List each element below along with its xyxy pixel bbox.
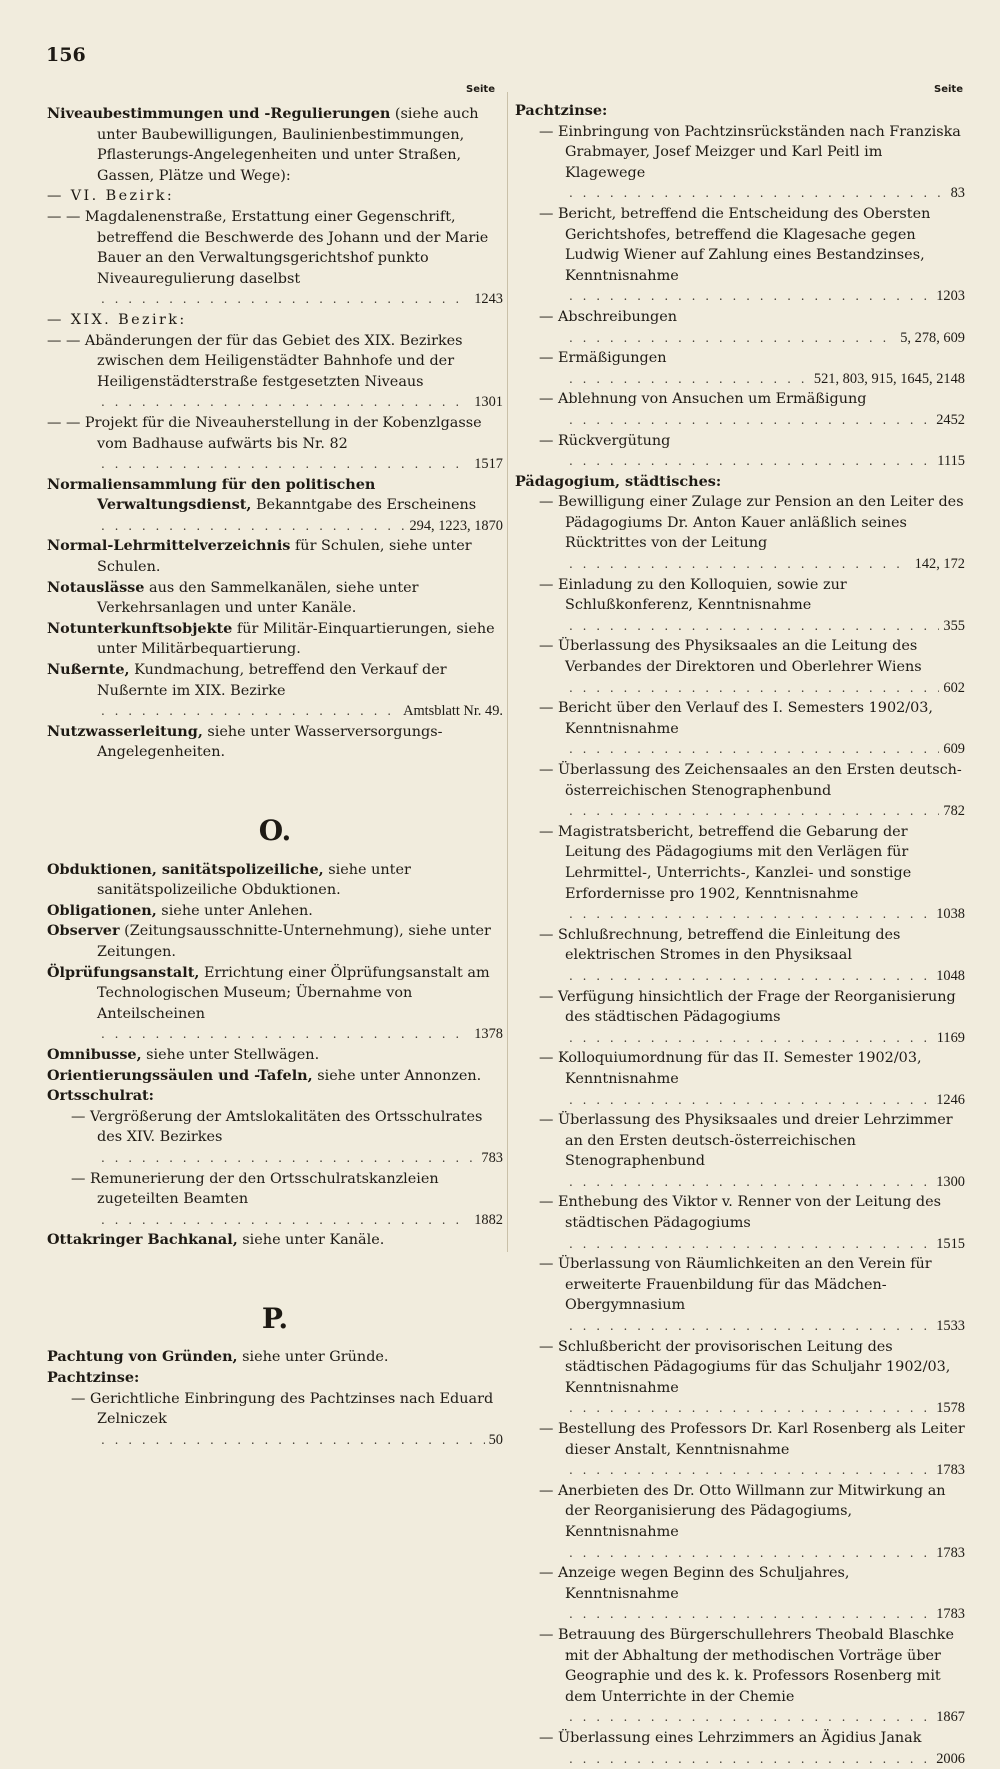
index-subentry [515, 822, 965, 925]
leader-dots [569, 1604, 932, 1625]
page-reference: 2006 [936, 1749, 965, 1769]
index-entry [47, 963, 503, 1045]
leader-dots [569, 678, 939, 699]
page-reference-line [565, 410, 965, 431]
index-subentry [47, 331, 503, 413]
entry-text: — Schlußrechnung, betreffend die Einleitung des elektrischen Stromes in den Physiksaal [539, 927, 900, 964]
page-reference-line [565, 328, 965, 349]
column-divider [507, 92, 508, 1252]
column-label-right: Seite [934, 84, 963, 95]
page-reference-line [565, 739, 965, 760]
page-reference-line [565, 1172, 965, 1193]
leader-dots [569, 966, 932, 987]
index-subentry [515, 1337, 965, 1419]
page-reference: 294, 1223, 1870 [409, 516, 503, 537]
page-reference-line [565, 801, 965, 822]
entry-text: Errichtung einer Ölprüfungsanstalt am Technologischen Museum; Übernahme von Anteilscheinen [97, 965, 490, 1022]
index-entry [47, 1045, 503, 1066]
page-reference: 50 [489, 1430, 503, 1451]
page-reference-line [565, 286, 965, 307]
page-reference-line [97, 1210, 503, 1231]
index-subentry [515, 389, 965, 430]
page-reference-line [565, 1460, 965, 1481]
entry-text: — Einbringung von Pachtzinsrückständen nach Franziska Grabmayer, Josef Meizger und Karl Peitl im Klagewege [539, 124, 961, 181]
page-reference-line [565, 1090, 965, 1111]
page-reference: 521, 803, 915, 1645, 2148 [814, 369, 965, 390]
index-subentry [515, 698, 965, 760]
page-reference: 1515 [936, 1234, 965, 1255]
entry-text: — Schlußbericht der provisorischen Leitung des städtischen Pädagogiums für das Schuljahr 1902/03, Kenntnisnahme [539, 1339, 950, 1396]
entry-heading: Observer [47, 922, 120, 939]
entry-heading: Pädagogium, städtisches: [515, 473, 721, 490]
page-reference: 1378 [474, 1024, 503, 1045]
leader-dots [569, 1316, 932, 1337]
page-reference: 1882 [474, 1210, 503, 1231]
section-letter-p: P. [47, 1309, 503, 1330]
index-subentry [47, 1169, 503, 1231]
entry-text: — Überlassung von Räumlichkeiten an den Verein für erweiterte Frauenbildung für das Mädchen-Obergymnasium [539, 1256, 932, 1313]
leader-dots [101, 701, 399, 722]
page-reference: 609 [943, 739, 965, 760]
entry-text: siehe unter Stellwägen. [142, 1047, 320, 1063]
page-reference: 1169 [937, 1028, 965, 1049]
index-entry [47, 475, 503, 537]
page-reference: Amtsblatt Nr. 49. [403, 701, 503, 722]
index-subentry [515, 1728, 965, 1769]
entry-heading: Ottakringer Bachkanal, [47, 1231, 238, 1248]
page-reference: 1203 [936, 286, 965, 307]
page-number: 156 [46, 44, 86, 66]
leader-dots [569, 1090, 932, 1111]
index-subentry [515, 1048, 965, 1110]
leader-dots [569, 410, 932, 431]
page-reference-line [565, 1028, 965, 1049]
index-subentry [515, 1563, 965, 1625]
page-reference: 1783 [936, 1460, 965, 1481]
index-subentry [515, 492, 965, 574]
page-reference: 1517 [474, 454, 503, 475]
entry-text: — Rückvergütung [539, 433, 670, 449]
index-entry [47, 660, 503, 722]
entry-text: — Enthebung des Viktor v. Renner von der Leitung des städtischen Pädagogiums [539, 1194, 941, 1231]
page-reference-line [565, 616, 965, 637]
index-entry [47, 860, 503, 901]
entry-text: — Kolloquiumordnung für das II. Semester 1902/03, Kenntnisnahme [539, 1050, 922, 1087]
leader-dots [569, 1028, 933, 1049]
leader-dots [101, 1210, 470, 1231]
index-subentry [515, 636, 965, 698]
page-reference: 1578 [936, 1398, 965, 1419]
page-reference-line [565, 1316, 965, 1337]
index-entry [47, 619, 503, 660]
entry-heading: Ölprüfungsanstalt, [47, 964, 199, 981]
entry-text: — Überlassung des Zeichensaales an den Ersten deutsch-österreichischen Stenographenbund [539, 762, 962, 799]
index-subentry [515, 122, 965, 204]
index-subentry [47, 413, 503, 475]
entry-text: — Betrauung des Bürgerschullehrers Theobald Blaschke mit der Abhaltung der methodischen Vorträge über Geographie und des k. k. Professors Rosenberg mit dem Unterrichte in der Chemie [539, 1627, 954, 1705]
index-entry [47, 1086, 503, 1107]
page-reference-line [565, 1749, 965, 1769]
page-reference: 782 [943, 801, 965, 822]
leader-dots [101, 454, 470, 475]
entry-text: — Bewilligung einer Zulage zur Pension an den Leiter des Pädagogiums Dr. Anton Kauer anläßlich seines Rücktrittes von der Leitung [539, 494, 964, 551]
entry-text: — Bericht über den Verlauf des I. Semesters 1902/03, Kenntnisnahme [539, 700, 933, 737]
page-reference: 2452 [936, 410, 965, 431]
index-subentry [515, 760, 965, 822]
entry-text: — Bestellung des Professors Dr. Karl Rosenberg als Leiter dieser Anstalt, Kenntnisnahme [539, 1421, 965, 1458]
section-p [47, 1347, 503, 1450]
entry-heading: Notunterkunftsobjekte [47, 620, 232, 637]
entry-text: — Abschreibungen [539, 309, 677, 325]
index-subentry [515, 1419, 965, 1481]
page-reference: 1783 [936, 1543, 965, 1564]
index-subentry [515, 575, 965, 637]
index-entry [47, 104, 503, 186]
index-subentry [47, 207, 503, 310]
page-reference: 5, 278, 609 [900, 328, 965, 349]
entry-text: — Verfügung hinsichtlich der Frage der Reorganisierung des städtischen Pädagogiums [539, 989, 956, 1026]
leader-dots [569, 554, 911, 575]
entry-heading: Pachtung von Gründen, [47, 1348, 238, 1365]
entry-text: (Zeitungsausschnitte-Unternehmung), siehe unter Zeitungen. [97, 923, 491, 960]
index-subentry [515, 1192, 965, 1254]
leader-dots [101, 1148, 477, 1169]
entry-text: — Magistratsbericht, betreffend die Gebarung der Leitung des Pädagogiums mit den Verlägen für Lehrmittel-, Unterrichts-, Kanzlei- und sonstige Erfordernisse pro 1902, Kenntnisnahme [539, 824, 911, 902]
page-reference-line [97, 392, 503, 413]
section-p-continued [515, 101, 965, 1769]
entry-text: siehe unter sanitätspolizeiliche Obduktionen. [97, 862, 411, 899]
leader-dots [569, 328, 896, 349]
leader-dots [569, 1749, 932, 1769]
entry-heading: Normaliensammlung für den politischen Verwaltungsdienst, [47, 476, 375, 514]
entry-text: aus den Sammelkanälen, siehe unter Verkehrsanlagen und unter Kanäle. [97, 580, 419, 617]
page-reference: 1533 [936, 1316, 965, 1337]
index-entry [47, 722, 503, 763]
index-subentry [515, 307, 965, 348]
index-entry [47, 1066, 503, 1087]
entry-text: für Schulen, siehe unter Schulen. [97, 538, 472, 575]
page-reference-line [97, 701, 503, 722]
page-reference-line [565, 1604, 965, 1625]
leader-dots [569, 369, 810, 390]
entry-text: siehe unter Annonzen. [313, 1068, 482, 1084]
page-reference-line [97, 1024, 503, 1045]
index-subentry [515, 925, 965, 987]
index-entry [47, 1368, 503, 1389]
index-entry [515, 101, 965, 122]
page-reference: 355 [943, 616, 965, 637]
leader-dots [569, 801, 939, 822]
entry-text: für Militär-Einquartierungen, siehe unter Militärbequartierung. [97, 621, 495, 658]
leader-dots [101, 1430, 485, 1451]
column-label-left: Seite [466, 84, 495, 95]
page-reference-line [565, 183, 965, 204]
leader-dots [569, 1172, 932, 1193]
leader-dots [101, 392, 470, 413]
page-reference: 142, 172 [915, 554, 965, 575]
page-reference: 83 [951, 183, 965, 204]
entry-text: — Gerichtliche Einbringung des Pachtzinses nach Eduard Zelniczek [71, 1391, 493, 1428]
page-reference-line [565, 1398, 965, 1419]
page-reference-line [565, 678, 965, 699]
index-subentry [515, 1110, 965, 1192]
entry-heading: Obligationen, [47, 902, 157, 919]
entry-text: — Anerbieten des Dr. Otto Willmann zur Mitwirkung an der Reorganisierung des Pädagogiums, Kenntnisnahme [539, 1483, 946, 1540]
leader-dots [569, 1234, 932, 1255]
page-reference-line [97, 1430, 503, 1451]
entry-heading: Ortsschulrat: [47, 1087, 154, 1104]
entry-text: — — Magdalenenstraße, Erstattung einer Gegenschrift, betreffend die Beschwerde des Johann und der Marie Bauer an den Verwaltungsgerichtshof punkto Niveauregulierung daselbst [47, 209, 488, 287]
entry-text: — Vergrößerung der Amtslokalitäten des Ortsschulrates des XIV. Bezirkes [71, 1109, 482, 1146]
index-entry [47, 921, 503, 962]
page-reference-line [97, 1148, 503, 1169]
page-reference-line [97, 516, 503, 537]
entry-heading: Pachtzinse: [47, 1369, 139, 1386]
entry-heading: Orientierungssäulen und -Tafeln, [47, 1067, 313, 1084]
page-reference: 1867 [936, 1707, 965, 1728]
index-subheading [47, 310, 503, 331]
leader-dots [569, 1543, 932, 1564]
leader-dots [569, 1460, 932, 1481]
leader-dots [569, 616, 939, 637]
entry-text: — Überlassung eines Lehrzimmers an Ägidius Janak [539, 1730, 921, 1746]
left-column [47, 104, 503, 1450]
leader-dots [101, 289, 470, 310]
page-reference-line [97, 454, 503, 475]
page-reference: 1048 [936, 966, 965, 987]
entry-text: — Einladung zu den Kolloquien, sowie zur Schlußkonferenz, Kenntnisnahme [539, 577, 847, 614]
leader-dots [569, 739, 939, 760]
index-subentry [515, 431, 965, 472]
page-reference: 1243 [474, 289, 503, 310]
index-entry [47, 536, 503, 577]
entry-text: — — Projekt für die Niveauherstellung in der Kobenzlgasse vom Badhause aufwärts bis Nr. 82 [47, 415, 482, 452]
leader-dots [569, 1707, 932, 1728]
entry-heading: Omnibusse, [47, 1046, 142, 1063]
subheading-text: — XIX. Bezirk: [47, 312, 187, 328]
index-entry [47, 901, 503, 922]
entry-text: — — Abänderungen der für das Gebiet des XIX. Bezirkes zwischen dem Heiligenstädter Bahnhofe und der Heiligenstädterstraße festgesetzten Niveaus [47, 333, 463, 390]
page-reference: 1038 [936, 904, 965, 925]
page-reference: 1300 [936, 1172, 965, 1193]
leader-dots [101, 516, 405, 537]
entry-text: — Remunerierung der den Ortsschulratskanzleien zugeteilten Beamten [71, 1171, 439, 1208]
index-entry [47, 1347, 503, 1368]
entry-text: Bekanntgabe des Erscheinens [251, 497, 476, 513]
leader-dots [101, 1024, 470, 1045]
entry-text: Kundmachung, betreffend den Verkauf der Nußernte im XIX. Bezirke [97, 662, 447, 699]
page-reference-line [565, 966, 965, 987]
entry-text: — Ermäßigungen [539, 350, 667, 366]
entry-heading: Pachtzinse: [515, 102, 607, 119]
entry-heading: Normal-Lehrmittelverzeichnis [47, 537, 290, 554]
index-subentry [515, 1481, 965, 1563]
entry-text: — Überlassung des Physiksaales und dreier Lehrzimmer an den Ersten deutsch-österreichischen Stenographenbund [539, 1112, 953, 1169]
entry-heading: Notauslässe [47, 579, 144, 596]
right-column [515, 101, 965, 1769]
index-entry [515, 472, 965, 493]
entry-text: — Ablehnung von Ansuchen um Ermäßigung [539, 391, 866, 407]
entry-text: siehe unter Wasserversorgungs-Angelegenheiten. [97, 724, 443, 761]
leader-dots [569, 183, 947, 204]
page-reference: 1783 [936, 1604, 965, 1625]
entry-heading: Nutzwasserleitung, [47, 723, 203, 740]
page-reference-line [565, 1707, 965, 1728]
entry-text: siehe unter Anlehen. [157, 903, 313, 919]
entry-text: siehe unter Gründe. [238, 1349, 389, 1365]
index-subentry [47, 1107, 503, 1169]
index-subentry [515, 204, 965, 307]
entry-heading: Niveaubestimmungen und -Regulierungen [47, 105, 390, 122]
entry-text: siehe unter Kanäle. [238, 1232, 385, 1248]
section-n [47, 104, 503, 763]
index-subheading [47, 186, 503, 207]
entry-text: — Überlassung des Physiksaales an die Leitung des Verbandes der Direktoren und Oberlehrer Wiens [539, 638, 922, 675]
page-reference-line [565, 1543, 965, 1564]
index-subentry [515, 348, 965, 389]
entry-text: — Bericht, betreffend die Entscheidung des Obersten Gerichtshofes, betreffend die Klagesache gegen Ludwig Wiener auf Zahlung eines Bestandzinses, Kenntnisnahme [539, 206, 930, 284]
leader-dots [569, 1398, 932, 1419]
entry-text: — Anzeige wegen Beginn des Schuljahres, Kenntnisnahme [539, 1565, 849, 1602]
index-subentry [515, 1625, 965, 1728]
subheading-text: — VI. Bezirk: [47, 188, 174, 204]
page-reference-line [97, 289, 503, 310]
index-entry [47, 578, 503, 619]
index-subentry [515, 987, 965, 1049]
index-subentry [515, 1254, 965, 1336]
section-letter-o: O. [47, 821, 503, 842]
leader-dots [569, 286, 932, 307]
page-reference-line [565, 369, 965, 390]
page-reference: 602 [943, 678, 965, 699]
page-reference-line [565, 451, 965, 472]
entry-text: (siehe auch unter Baubewilligungen, Baulinienbestimmungen, Pflasterungs-Angelegenheiten und unter Straßen, Gassen, Plätze und Wege): [97, 106, 479, 184]
page-reference: 1301 [474, 392, 503, 413]
page-reference-line [565, 554, 965, 575]
entry-heading: Obduktionen, sanitätspolizeiliche, [47, 861, 324, 878]
index-entry [47, 1230, 503, 1251]
page-reference-line [565, 1234, 965, 1255]
page-reference: 1246 [936, 1090, 965, 1111]
page-reference: 783 [481, 1148, 503, 1169]
entry-heading: Nußernte, [47, 661, 130, 678]
leader-dots [569, 904, 932, 925]
page-reference-line [565, 904, 965, 925]
index-subentry [47, 1389, 503, 1451]
section-o [47, 860, 503, 1251]
leader-dots [569, 451, 933, 472]
page-reference: 1115 [937, 451, 965, 472]
